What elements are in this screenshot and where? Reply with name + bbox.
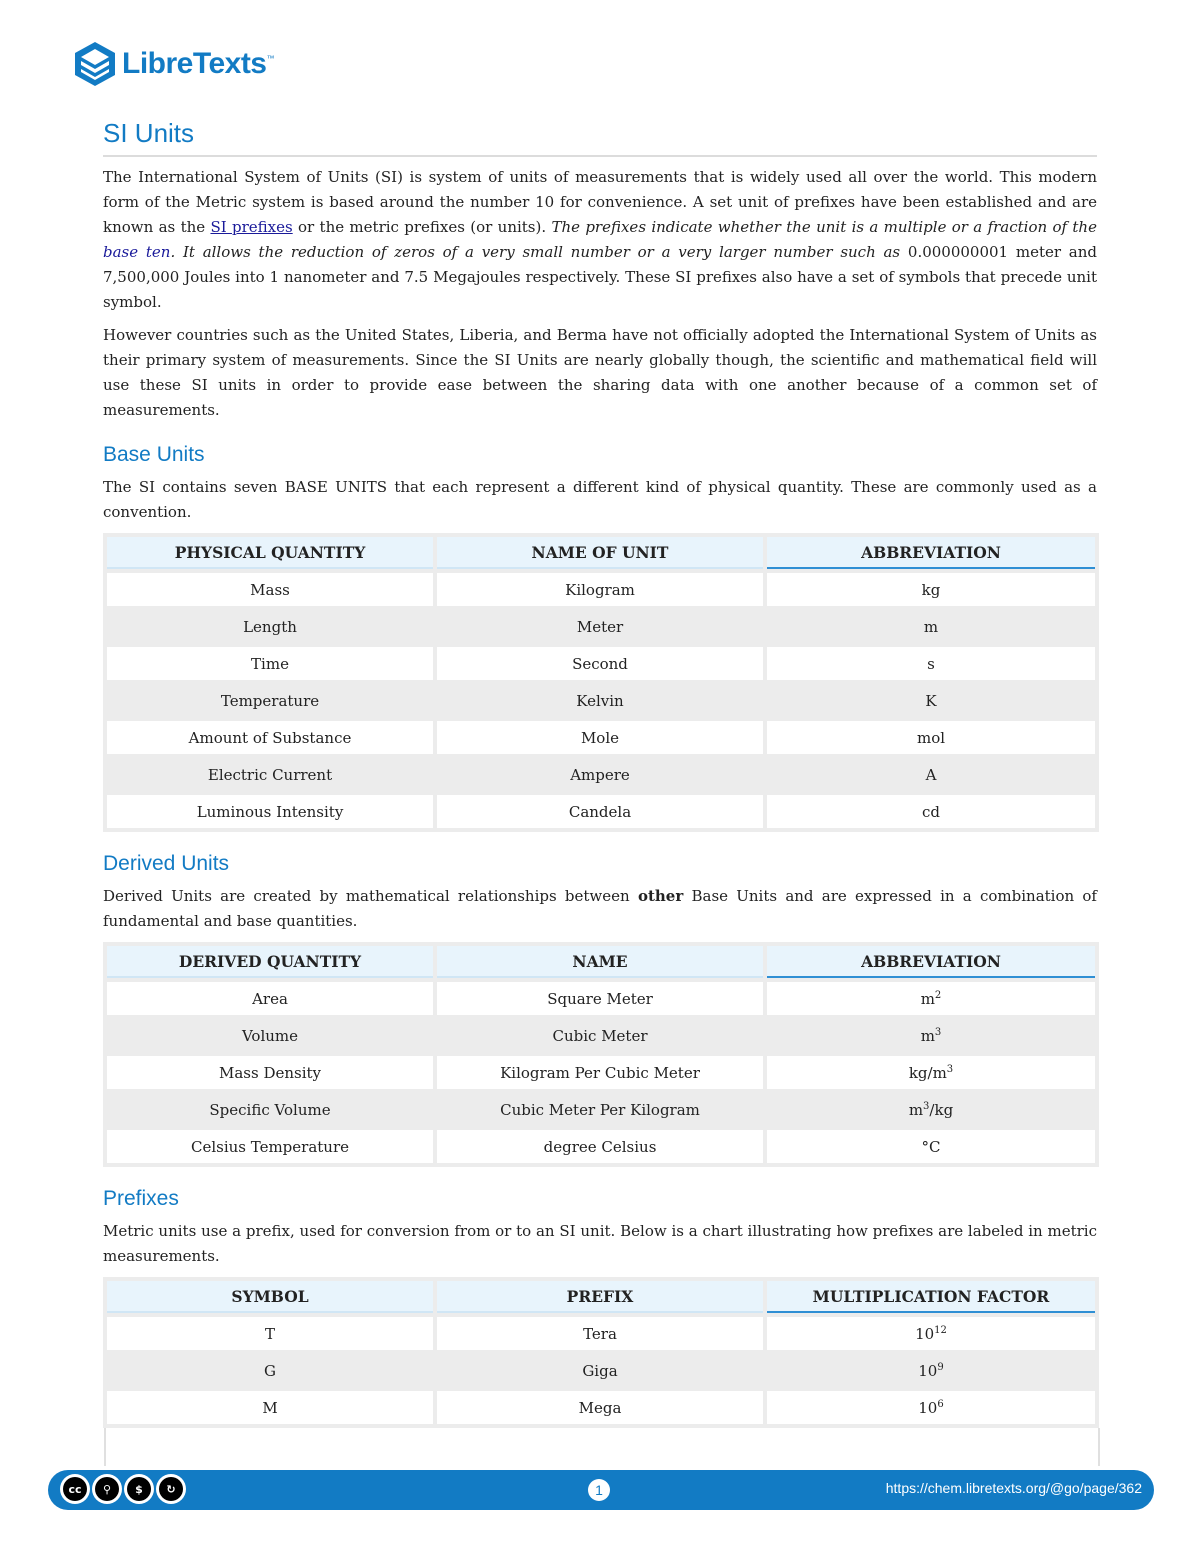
table-row xyxy=(107,684,1095,717)
table-cell xyxy=(767,1391,1095,1424)
table-cell: mol xyxy=(767,721,1095,754)
unit-exponent: 3 xyxy=(923,1100,930,1112)
column-header: ABBREVIATION xyxy=(767,537,1095,569)
table-cell: Square Meter xyxy=(437,982,763,1015)
unit-text: m xyxy=(908,1100,924,1119)
table-cell: A xyxy=(767,758,1095,791)
table-row xyxy=(107,610,1095,643)
column-header: PREFIX xyxy=(437,1281,763,1313)
table-cell: K xyxy=(767,684,1095,717)
page-url[interactable]: https://chem.libretexts.org/@go/page/362 xyxy=(885,1480,1142,1496)
column-header: SYMBOL xyxy=(107,1281,433,1313)
derived-units-table xyxy=(103,942,1099,1167)
table-cell: Kilogram xyxy=(437,573,763,606)
table-cell: m xyxy=(767,610,1095,643)
table-cell: Mass Density xyxy=(107,1056,433,1089)
table-cell: Specific Volume xyxy=(107,1093,433,1126)
table-cell: G xyxy=(107,1354,433,1387)
unit-exponent: 2 xyxy=(934,989,942,1001)
table-cell: Temperature xyxy=(107,684,433,717)
table-cell: Meter xyxy=(437,610,763,643)
table-cell: Kilogram Per Cubic Meter xyxy=(437,1056,763,1089)
page-content xyxy=(103,118,1097,1466)
table-header-row xyxy=(107,1281,1095,1313)
brand-name: LibreTexts xyxy=(122,47,267,80)
table-header-row xyxy=(107,946,1095,978)
unit-exponent: 3 xyxy=(946,1063,954,1075)
derived-text-b: Base Units and are expressed in a combination of fundamental and base quantities. xyxy=(103,887,1097,930)
table-cell: Candela xyxy=(437,795,763,828)
table-cell: cd xyxy=(767,795,1095,828)
table-row xyxy=(107,573,1095,606)
brand-tm: ™ xyxy=(266,54,275,63)
table-cell: M xyxy=(107,1391,433,1424)
page-number: 1 xyxy=(588,1479,610,1501)
unit-text: °C xyxy=(921,1137,941,1156)
si-prefixes-link[interactable]: SI prefixes xyxy=(210,218,293,236)
table-cell: Ampere xyxy=(437,758,763,791)
table-cell: Volume xyxy=(107,1019,433,1052)
table-cell: Electric Current xyxy=(107,758,433,791)
table-cell: kg xyxy=(767,573,1095,606)
libretexts-logo[interactable] xyxy=(72,40,275,88)
table-cell: Cubic Meter Per Kilogram xyxy=(437,1093,763,1126)
table-row xyxy=(107,1056,1095,1089)
derived-units-text xyxy=(103,884,1097,934)
table-cell xyxy=(767,982,1095,1015)
table-row xyxy=(107,1354,1095,1387)
table-cell: Celsius Temperature xyxy=(107,1130,433,1163)
table-cell xyxy=(767,1130,1095,1163)
table-cell xyxy=(767,1317,1095,1350)
intro-text-c: 0.000000001 meter and 7,500,000 Joules into 1 nanometer and 7.5 Megajoules respectively. These SI prefixes also have a set of symbols that precede unit symbol. xyxy=(103,243,1098,311)
factor-exponent: 9 xyxy=(937,1361,944,1373)
table-cell xyxy=(767,1093,1095,1126)
table-cell: Length xyxy=(107,610,433,643)
page-footer xyxy=(48,1470,1154,1510)
table-cell: Luminous Intensity xyxy=(107,795,433,828)
page-title: SI Units xyxy=(103,118,1097,157)
column-header: NAME xyxy=(437,946,763,978)
base-units-table xyxy=(103,533,1099,832)
unit-exponent: 3 xyxy=(934,1026,942,1038)
table-cell: degree Celsius xyxy=(437,1130,763,1163)
by-icon: ⚲ xyxy=(92,1474,122,1504)
table-cell: Mole xyxy=(437,721,763,754)
unit-text: kg/m xyxy=(908,1063,947,1082)
unit-text: m xyxy=(920,1026,935,1045)
table-cell: Giga xyxy=(437,1354,763,1387)
table-row xyxy=(107,1130,1095,1163)
nc-icon: $ xyxy=(124,1474,154,1504)
table-cell: Mega xyxy=(437,1391,763,1424)
table-cell: Mass xyxy=(107,573,433,606)
derived-units-heading: Derived Units xyxy=(103,852,230,875)
table-header-row xyxy=(107,537,1095,569)
factor-base: 10 xyxy=(918,1398,938,1417)
prefixes-table xyxy=(103,1277,1099,1428)
column-header: PHYSICAL QUANTITY xyxy=(107,537,433,569)
table-cell: Tera xyxy=(437,1317,763,1350)
table-row xyxy=(107,721,1095,754)
table-row xyxy=(107,647,1095,680)
table-continuation xyxy=(104,1428,1100,1466)
table-row xyxy=(107,795,1095,828)
table-cell: Time xyxy=(107,647,433,680)
cc-license-badge[interactable] xyxy=(60,1474,186,1504)
table-row xyxy=(107,1093,1095,1126)
intro-text-b: or the metric prefixes (or units). xyxy=(292,218,552,236)
column-header: MULTIPLICATION FACTOR xyxy=(767,1281,1095,1313)
table-cell xyxy=(767,1056,1095,1089)
table-row xyxy=(107,1391,1095,1424)
libretexts-logo-icon xyxy=(72,40,118,88)
prefixes-heading: Prefixes xyxy=(103,1187,179,1210)
column-header: NAME OF UNIT xyxy=(437,537,763,569)
factor-base: 10 xyxy=(918,1361,938,1380)
intro-paragraph-1 xyxy=(103,165,1097,315)
cc-icon: cc xyxy=(60,1474,90,1504)
table-cell: T xyxy=(107,1317,433,1350)
unit-text: m xyxy=(920,989,935,1008)
base-units-text: The SI contains seven BASE UNITS that each represent a different kind of physical quantity. These are commonly used as a convention. xyxy=(103,478,1097,521)
derived-text-a: Derived Units are created by mathematical relationships between xyxy=(103,887,638,905)
intro-italic-b: . It allows the reduction of zeros of a very small number or a very larger number such as xyxy=(170,243,901,261)
table-row xyxy=(107,1019,1095,1052)
table-cell: Second xyxy=(437,647,763,680)
base-ten-link[interactable]: base ten xyxy=(103,243,171,261)
factor-exponent: 12 xyxy=(934,1324,947,1336)
table-cell: Amount of Substance xyxy=(107,721,433,754)
table-cell: Kelvin xyxy=(437,684,763,717)
column-header: DERIVED QUANTITY xyxy=(107,946,433,978)
sa-icon: ↻ xyxy=(156,1474,186,1504)
intro-italic-a: The prefixes indicate whether the unit is a multiple or a fraction of the xyxy=(551,218,1097,236)
factor-exponent: 6 xyxy=(937,1398,944,1410)
prefixes-text: Metric units use a prefix, used for conversion from or to an SI unit. Below is a chart illustrating how prefixes are labeled in metric measurements. xyxy=(103,1222,1097,1265)
table-cell: Cubic Meter xyxy=(437,1019,763,1052)
factor-base: 10 xyxy=(915,1324,935,1343)
intro-paragraph-2: However countries such as the United States, Liberia, and Berma have not officially adopted the International System of Units as their primary system of measurements. Since the SI Units are nearly globally though, the scientific and mathematical field will use these SI units in order to provide ease between the sharing data with one another because of a common set of measurements. xyxy=(103,326,1097,419)
derived-text-bold: other xyxy=(637,887,684,905)
table-row xyxy=(107,1317,1095,1350)
table-row xyxy=(107,982,1095,1015)
column-header: ABBREVIATION xyxy=(767,946,1095,978)
intro-text-a: The International System of Units (SI) is system of units of measurements that is widely used all over the world. This modern form of the Metric system is based around the number 10 for convenience. A set unit of prefixes have been established and are known as the xyxy=(103,168,1097,236)
table-row xyxy=(107,758,1095,791)
table-cell xyxy=(767,1354,1095,1387)
table-cell: Area xyxy=(107,982,433,1015)
table-cell xyxy=(767,1019,1095,1052)
base-units-heading: Base Units xyxy=(103,443,205,466)
table-cell: s xyxy=(767,647,1095,680)
unit-suffix: /kg xyxy=(929,1100,954,1119)
